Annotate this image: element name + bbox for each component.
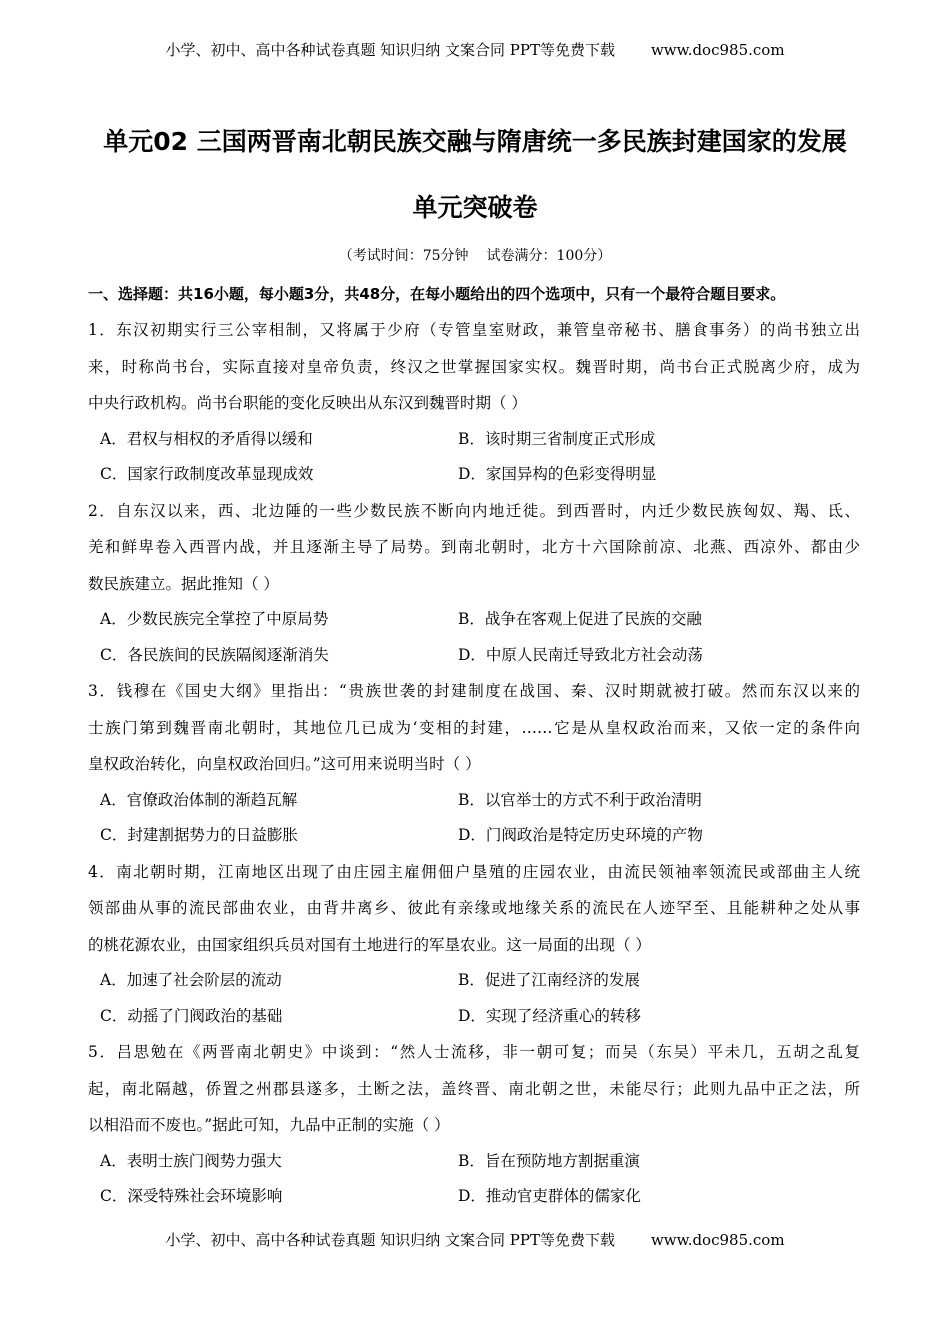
header-url: www.doc985.com [650, 41, 785, 59]
question-text-line: 以相沿而不废也。”据此可知，九品中正制的实施（ ） [88, 1116, 450, 1134]
question-text-line: 数民族建立。据此推知（ ） [88, 574, 279, 593]
question-text-line: 5．吕思勉在《两晋南北朝史》中谈到：“然人士流移，非一朝可复；而吴（东吴）平未几，五胡之乱复 [88, 1043, 860, 1061]
option-b: B．旨在预防地方割据重演 [458, 1151, 640, 1170]
question-text-line: 的桃花源农业，由国家组织兵员对国有土地进行的军垦农业。这一局面的出现（ ） [88, 935, 651, 954]
document-title: 单元02 三国两晋南北朝民族交融与隋唐统一多民族封建国家的发展 [103, 127, 847, 156]
question-text-line: 来，时称尚书台，实际直接对皇帝负责，终汉之世掌握国家实权。魏晋时期，尚书台正式脱离少府，成为 [88, 357, 860, 376]
question-list [88, 312, 860, 1215]
footer-url: www.doc985.com [650, 1231, 785, 1249]
option-b: B．该时期三省制度正式形成 [458, 429, 656, 448]
option-d: D．推动官吏群体的儒家化 [458, 1187, 641, 1205]
question-3 [88, 673, 860, 854]
option-c: C．封建割据势力的日益膨胀 [100, 826, 298, 844]
answer-options [88, 1144, 860, 1215]
exam-info [0, 246, 950, 266]
option-b: B．促进了江南经济的发展 [458, 971, 640, 989]
question-text-line: 羌和鲜卑卷入西晋内战，并且逐渐主导了局势。到南北朝时，北方十六国除前凉、北燕、西凉外、都由少 [88, 538, 860, 556]
option-c: C．国家行政制度改革显现成效 [100, 465, 314, 483]
question-text-line: 士族门第到魏晋南北朝时，其地位几已成为‘变相的封建，……它是从皇权政治而来，又依一定的条件向 [88, 718, 860, 737]
option-c: C．深受特殊社会环境影响 [100, 1187, 283, 1205]
option-d: D．实现了经济重心的转移 [458, 1006, 641, 1025]
document-subtitle: 单元突破卷 [412, 193, 538, 222]
question-text-line: 3．钱穆在《国史大纲》里指出：“贵族世袭的封建制度在战国、秦、汉时期就被打破。然而东汉以来的 [88, 682, 860, 700]
page-header [0, 40, 950, 60]
answer-options [88, 963, 860, 1034]
question-1 [88, 312, 860, 493]
question-2 [88, 493, 860, 674]
answer-options [88, 422, 860, 493]
answer-options [88, 602, 860, 673]
exam-content [88, 276, 860, 1215]
question-text-line: 中央行政机构。尚书台职能的变化反映出从东汉到魏晋时期（ ） [88, 394, 527, 412]
option-d: D．家国异构的色彩变得明显 [458, 465, 657, 483]
question-4 [88, 854, 860, 1035]
option-a: A．官僚政治体制的渐趋瓦解 [100, 790, 298, 809]
page-footer [0, 1230, 950, 1250]
question-text-line: 2．自东汉以来，西、北边陲的一些少数民族不断向内地迁徙。到西晋时，内迁少数民族匈奴、羯、氐、 [88, 501, 860, 520]
option-a: A．加速了社会阶层的流动 [100, 971, 282, 989]
option-b: B．以官举士的方式不利于政治清明 [458, 790, 702, 809]
option-d: D．中原人民南迁导致北方社会动荡 [458, 645, 703, 664]
question-text-line: 皇权政治转化，向皇权政治回归。”这可用来说明当时（ ） [88, 755, 481, 773]
exam-time: （考试时间：75分钟 [338, 248, 469, 264]
option-a: A．表明士族门阀势力强大 [100, 1151, 282, 1170]
option-c: C．各民族间的民族隔阂逐渐消失 [100, 645, 329, 664]
header-text: 小学、初中、高中各种试卷真题 知识归纳 文案合同 PPT等免费下载 [165, 41, 615, 59]
option-b: B．战争在客观上促进了民族的交融 [458, 610, 702, 628]
question-text-line: 1．东汉初期实行三公宰相制，又将属于少府（专管皇室财政，兼管皇帝秘书、膳食事务）的尚书独立出 [88, 321, 860, 339]
question-5 [88, 1034, 860, 1215]
option-a: A．君权与相权的矛盾得以缓和 [100, 429, 313, 448]
question-text-line: 起，南北隔越，侨置之州郡县遂多，土断之法，盖终晋、南北朝之世，未能尽行；此则九品中正之法，所 [88, 1079, 860, 1098]
exam-score: 试卷满分：100分） [486, 248, 612, 264]
question-text-line: 领部曲从事的流民部曲农业，由背井离乡、彼此有亲缘或地缘关系的流民在人迹罕至、且能耕种之处从事 [88, 899, 860, 917]
section-heading: 一、选择题：共16小题，每小题3分，共48分，在每小题给出的四个选项中，只有一个最符合题目要求。 [88, 285, 786, 303]
question-text-line: 4．南北朝时期，江南地区出现了由庄园主雇佣佃户垦殖的庄园农业，由流民领袖率领流民或部曲主人统 [88, 862, 860, 881]
option-d: D．门阀政治是特定历史环境的产物 [458, 826, 703, 844]
answer-options [88, 783, 860, 854]
footer-text: 小学、初中、高中各种试卷真题 知识归纳 文案合同 PPT等免费下载 [165, 1231, 615, 1249]
option-c: C．动摇了门阀政治的基础 [100, 1006, 283, 1025]
option-a: A．少数民族完全掌控了中原局势 [100, 610, 329, 628]
